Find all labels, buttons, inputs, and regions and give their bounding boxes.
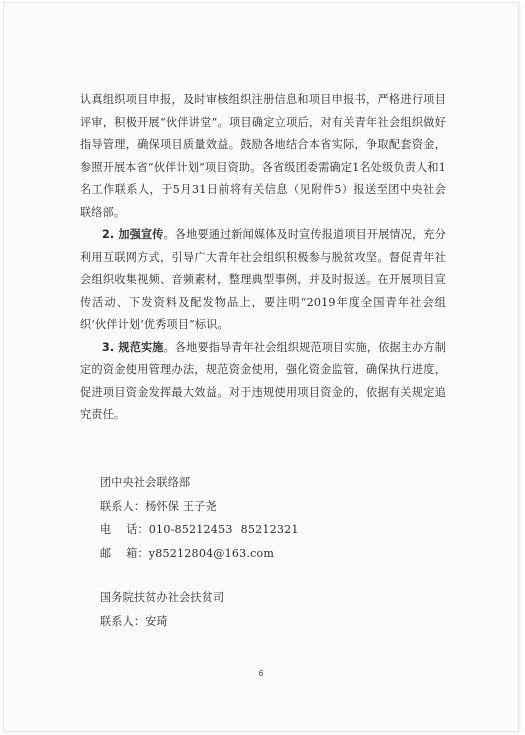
contact-email-line xyxy=(100,542,400,566)
contact-phone-line xyxy=(100,518,400,542)
contact-email-label: 邮 箱： xyxy=(100,546,149,560)
body-text xyxy=(80,89,446,427)
contact-person-label: 联系人： xyxy=(100,614,146,628)
contact-block-league xyxy=(100,471,400,565)
contact-person-line xyxy=(100,610,400,634)
page-number: 6 xyxy=(258,669,264,678)
contact-person-line xyxy=(100,495,400,519)
contact-phone-label: 电 话： xyxy=(100,523,149,536)
contact-org: 国务院扶贫办社会扶贫司 xyxy=(100,591,225,604)
contact-person: 杨怀保 王子尧 xyxy=(145,499,217,513)
contact-phone-1: 010-85212453 xyxy=(148,523,233,536)
paragraph-3-heading: 3. 规范实施 xyxy=(102,340,164,354)
contact-org: 团中央社会联络部 xyxy=(100,476,191,489)
document-page xyxy=(4,3,518,731)
contact-phone-2: 85212321 xyxy=(240,523,299,536)
paragraph-2 xyxy=(80,224,446,337)
paragraph-1: 认真组织项目申报，及时审核组织注册信息和项目申报书，严格进行项目评审，积极开展“伙伴讲堂”。项目确定立项后，对有关青年社会组织做好指导管理，确保项目质量效益。鼓励各地结合本省实际，争取配套资金，参照开展本省“伙伴计划”项目资助。各省级团委需确定1名处级负责人和1名工作联系人，于5月31日前将有关信息（见附件5）报送至团中央社会联络部。 xyxy=(80,93,446,219)
paragraph-3-body: 。各地要指导青年社会组织规范项目实施，依据主办方制定的资金使用管理办法，规范资金使用，强化资金监管，确保执行进度，促进项目资金发挥最大效益。对于违规使用项目资金的，依据有关规定追究责任。 xyxy=(80,340,446,421)
contact-person: 安琦 xyxy=(145,614,168,628)
contact-person-label: 联系人： xyxy=(100,499,146,513)
paragraph-3 xyxy=(80,337,446,427)
contact-email: y85212804@163.com xyxy=(148,546,275,560)
paragraph-2-body: 。各地要通过新闻媒体及时宣传报道项目开展情况，充分利用互联网方式，引导广大青年社会组织积极参与脱贫攻坚。督促青年社会组织收集视频、音频素材，整理典型事例，并及时报送。在开展项目宣传活动、下发资料及配发物品上，要注明“2019年度全国青年社会组织‘伙伴计划’优秀项目”标识。 xyxy=(80,228,446,331)
paragraph-2-heading: 2. 加强宣传 xyxy=(102,228,164,241)
contact-block-poverty-office xyxy=(100,586,400,633)
